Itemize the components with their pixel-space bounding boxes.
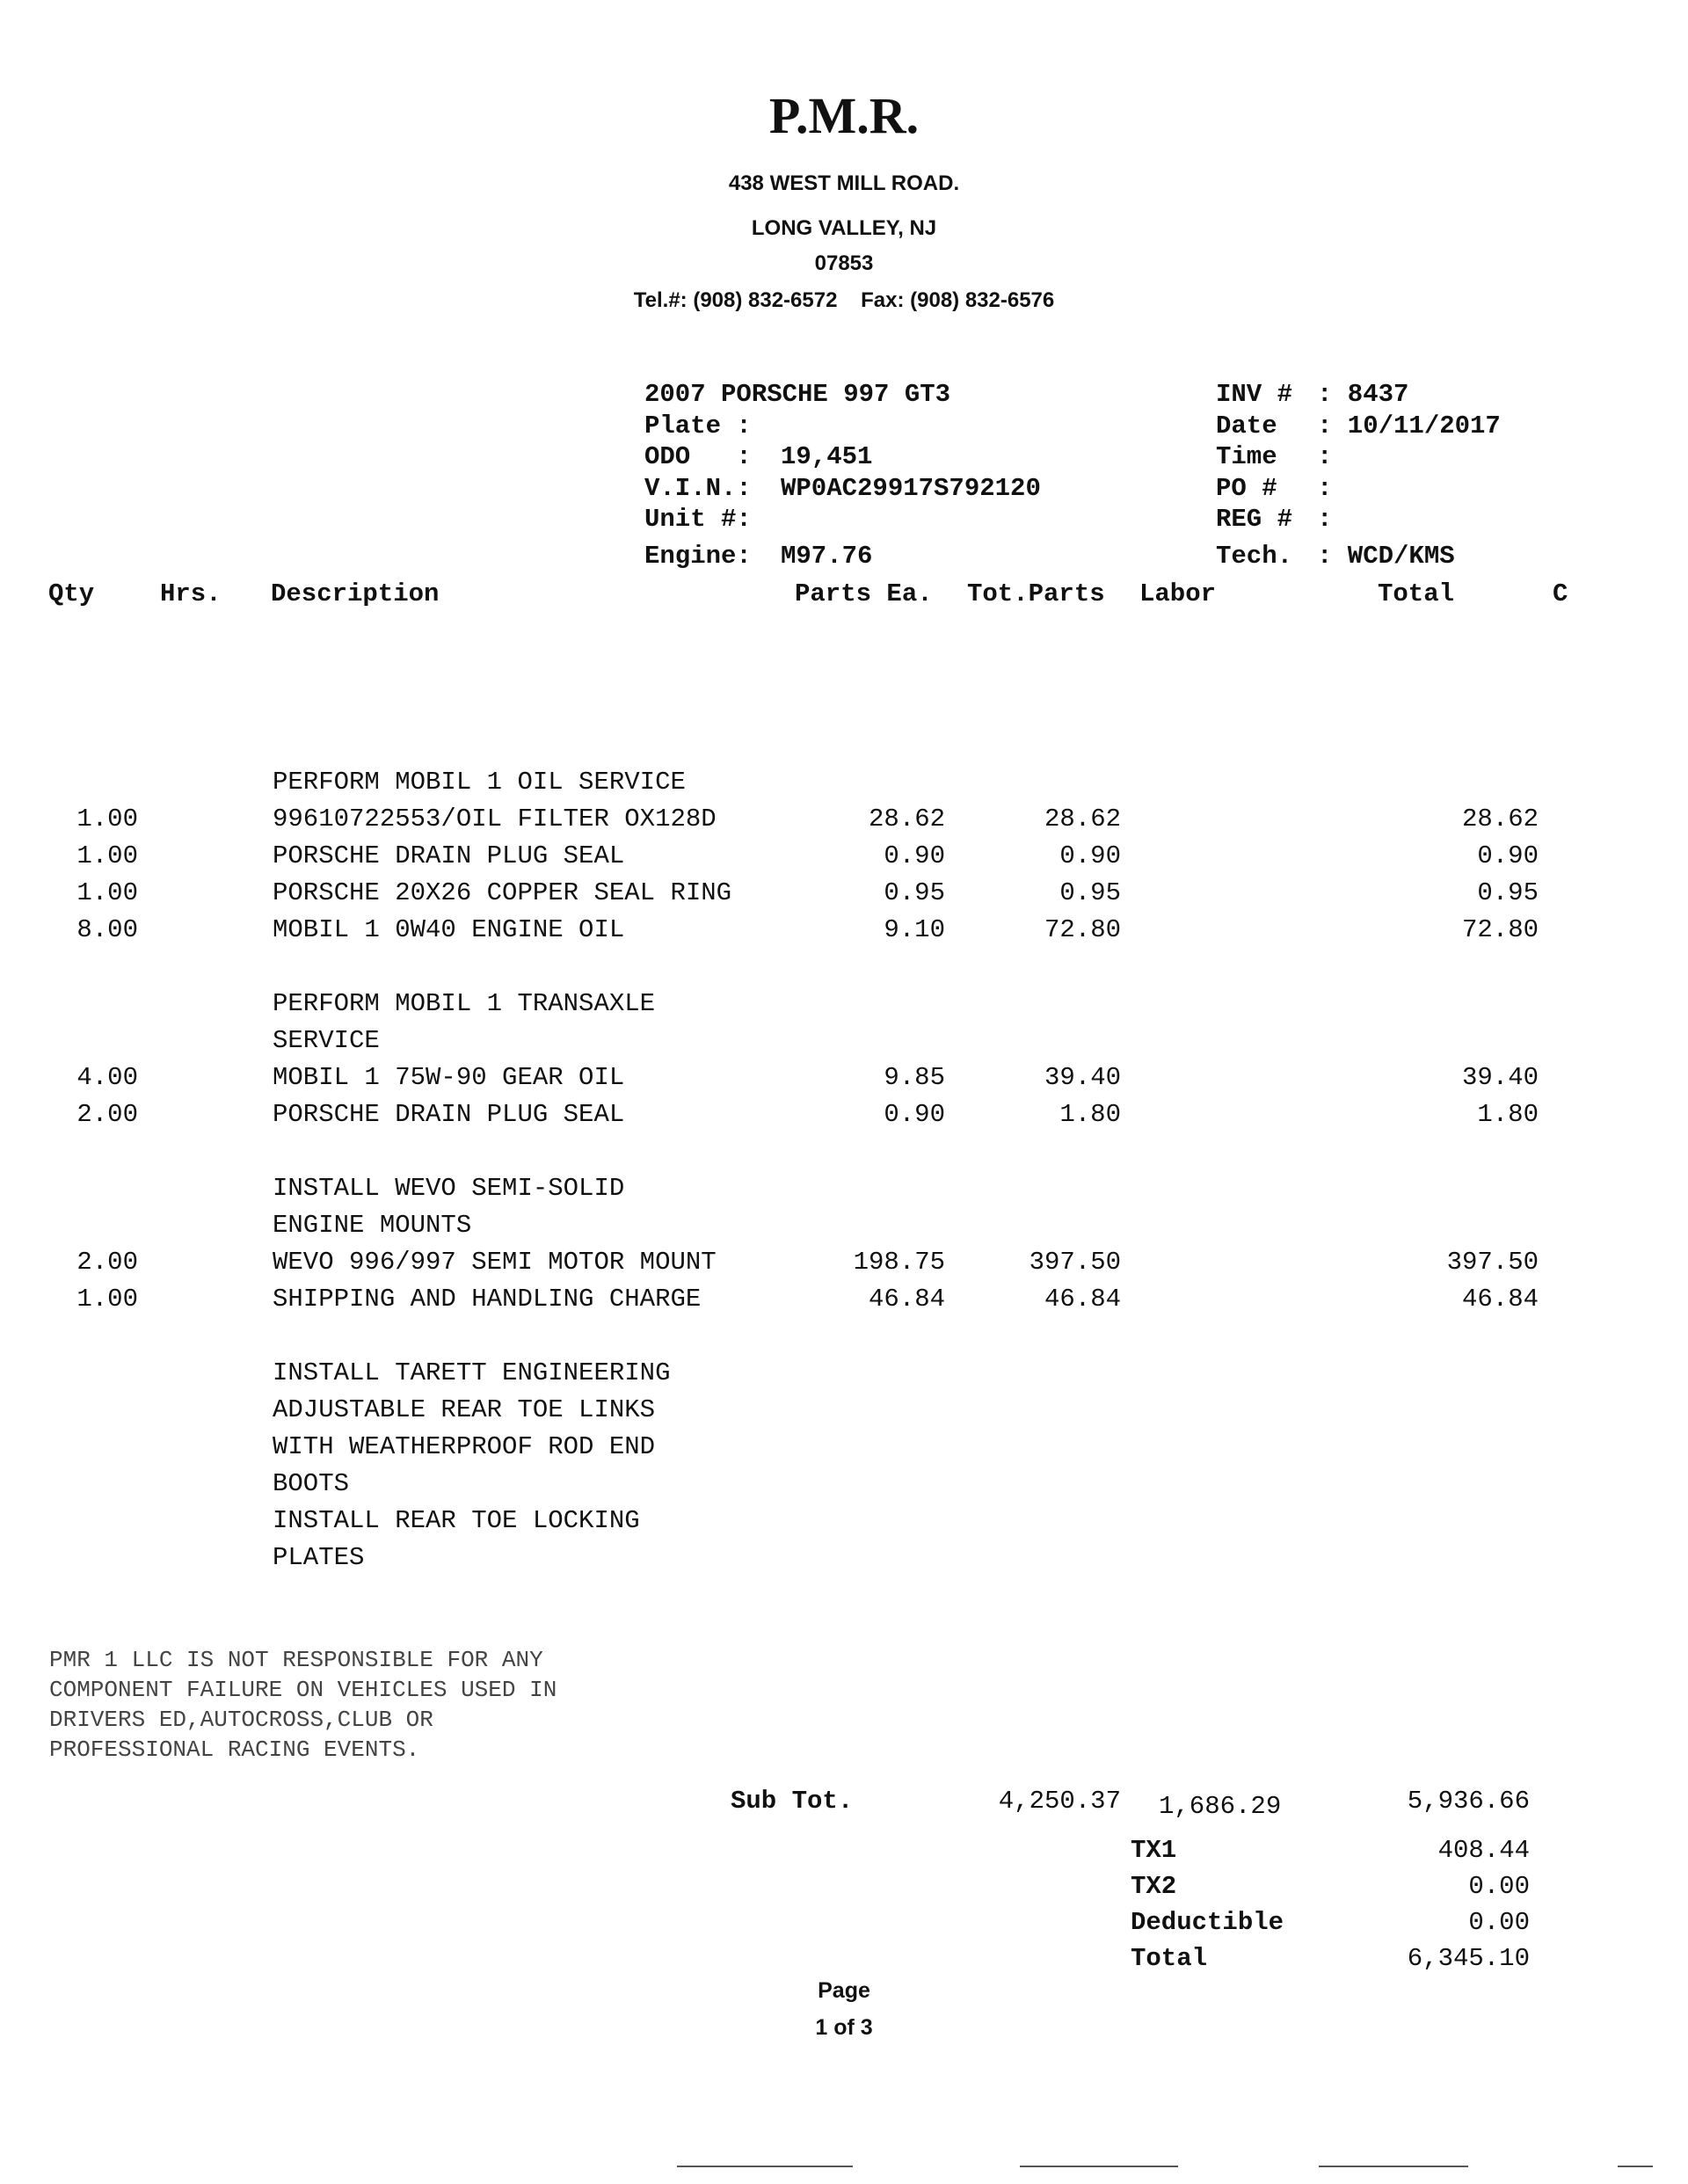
line-qty: 1.00 bbox=[76, 1285, 138, 1314]
line-parts-ea: 0.90 bbox=[884, 841, 945, 870]
subtotal-label: Sub Tot. bbox=[731, 1787, 854, 1816]
company-address-line1: 438 WEST MILL ROAD. bbox=[728, 171, 960, 195]
line-description: SHIPPING AND HANDLING CHARGE bbox=[273, 1285, 702, 1314]
deductible-amount: 0.00 bbox=[1468, 1908, 1530, 1937]
line-parts-ea: 28.62 bbox=[868, 804, 945, 834]
reg-label: REG # bbox=[1216, 505, 1293, 534]
line-total: 397.50 bbox=[1446, 1248, 1539, 1277]
line-parts-ea: 0.95 bbox=[884, 878, 945, 907]
scan-artifact-line bbox=[1319, 2166, 1468, 2167]
line-description: MOBIL 1 75W-90 GEAR OIL bbox=[273, 1063, 625, 1092]
inv-label: INV # bbox=[1216, 380, 1293, 409]
line-total: 46.84 bbox=[1461, 1285, 1539, 1314]
subtotal-parts: 4,250.37 bbox=[998, 1787, 1121, 1816]
line-description: PORSCHE DRAIN PLUG SEAL bbox=[273, 841, 625, 870]
line-description: INSTALL REAR TOE LOCKING bbox=[273, 1506, 640, 1535]
page-number: 1 of 3 bbox=[815, 2015, 873, 2040]
odo-value: 19,451 bbox=[781, 442, 873, 471]
line-total: 39.40 bbox=[1461, 1063, 1539, 1092]
col-description-header: Description bbox=[271, 579, 440, 608]
line-parts-ea: 9.85 bbox=[884, 1063, 945, 1092]
company-phone-fax: Tel.#: (908) 832-6572 Fax: (908) 832-6576 bbox=[633, 288, 1055, 312]
company-address-line2: LONG VALLEY, NJ bbox=[751, 216, 937, 240]
tech-label: Tech. bbox=[1216, 542, 1293, 571]
company-zip: 07853 bbox=[814, 251, 874, 275]
line-description: PLATES bbox=[273, 1543, 365, 1572]
line-description: PERFORM MOBIL 1 TRANSAXLE bbox=[273, 989, 656, 1018]
line-total: 0.95 bbox=[1477, 878, 1539, 907]
col-c-header: C bbox=[1553, 579, 1568, 608]
reg-value: : bbox=[1317, 505, 1333, 534]
line-description: WITH WEATHERPROOF ROD END bbox=[273, 1432, 656, 1461]
vin-label: V.I.N.: bbox=[644, 474, 752, 503]
line-description: BOOTS bbox=[273, 1469, 350, 1498]
line-tot-parts: 0.90 bbox=[1059, 841, 1121, 870]
grand-total-amount: 6,345.10 bbox=[1407, 1944, 1530, 1973]
line-description: 99610722553/OIL FILTER OX128D bbox=[273, 804, 717, 834]
engine-label: Engine: bbox=[644, 542, 752, 571]
line-description: PERFORM MOBIL 1 OIL SERVICE bbox=[273, 768, 686, 797]
line-tot-parts: 1.80 bbox=[1059, 1100, 1121, 1129]
line-description: PORSCHE 20X26 COPPER SEAL RING bbox=[273, 878, 732, 907]
line-total: 1.80 bbox=[1477, 1100, 1539, 1129]
col-qty-header: Qty bbox=[48, 579, 95, 608]
line-description: ADJUSTABLE REAR TOE LINKS bbox=[273, 1395, 656, 1424]
disclaimer-line: PROFESSIONAL RACING EVENTS. bbox=[49, 1736, 420, 1763]
disclaimer-line: PMR 1 LLC IS NOT RESPONSIBLE FOR ANY bbox=[49, 1647, 543, 1673]
line-tot-parts: 0.95 bbox=[1059, 878, 1121, 907]
line-total: 28.62 bbox=[1461, 804, 1539, 834]
col-labor-header: Labor bbox=[1139, 579, 1217, 608]
vin-value: WP0AC29917S792120 bbox=[781, 474, 1041, 503]
odo-label: ODO : bbox=[644, 442, 752, 471]
line-qty: 1.00 bbox=[76, 841, 138, 870]
disclaimer-line: COMPONENT FAILURE ON VEHICLES USED IN bbox=[49, 1677, 557, 1703]
line-tot-parts: 72.80 bbox=[1044, 915, 1121, 944]
tech-value: : WCD/KMS bbox=[1317, 542, 1455, 571]
unit-label: Unit #: bbox=[644, 505, 752, 534]
tx2-label: TX2 bbox=[1131, 1872, 1177, 1901]
tx1-amount: 408.44 bbox=[1437, 1836, 1530, 1865]
po-label: PO # bbox=[1216, 474, 1277, 503]
col-total-header: Total bbox=[1378, 579, 1455, 608]
line-qty: 1.00 bbox=[76, 804, 138, 834]
line-total: 72.80 bbox=[1461, 915, 1539, 944]
vehicle-title: 2007 PORSCHE 997 GT3 bbox=[644, 380, 951, 409]
po-value: : bbox=[1317, 474, 1333, 503]
col-parts-ea-header: Parts Ea. bbox=[795, 579, 933, 608]
line-qty: 8.00 bbox=[76, 915, 138, 944]
line-description: ENGINE MOUNTS bbox=[273, 1211, 472, 1240]
line-tot-parts: 39.40 bbox=[1044, 1063, 1121, 1092]
col-hrs-header: Hrs. bbox=[160, 579, 222, 608]
line-parts-ea: 0.90 bbox=[884, 1100, 945, 1129]
col-tot-parts-header: Tot.Parts bbox=[967, 579, 1105, 608]
inv-value: : 8437 bbox=[1317, 380, 1409, 409]
line-description: MOBIL 1 0W40 ENGINE OIL bbox=[273, 915, 625, 944]
line-total: 0.90 bbox=[1477, 841, 1539, 870]
plate-label: Plate : bbox=[644, 411, 752, 440]
line-qty: 1.00 bbox=[76, 878, 138, 907]
line-tot-parts: 397.50 bbox=[1029, 1248, 1121, 1277]
line-description: INSTALL TARETT ENGINEERING bbox=[273, 1358, 671, 1387]
line-qty: 2.00 bbox=[76, 1248, 138, 1277]
line-tot-parts: 28.62 bbox=[1044, 804, 1121, 834]
line-qty: 2.00 bbox=[76, 1100, 138, 1129]
line-tot-parts: 46.84 bbox=[1044, 1285, 1121, 1314]
date-value: : 10/11/2017 bbox=[1317, 411, 1501, 440]
grand-total-label: Total bbox=[1131, 1944, 1208, 1973]
line-description: INSTALL WEVO SEMI-SOLID bbox=[273, 1174, 625, 1203]
date-label: Date bbox=[1216, 411, 1277, 440]
disclaimer bbox=[49, 1645, 557, 1765]
line-description: WEVO 996/997 SEMI MOTOR MOUNT bbox=[273, 1248, 717, 1277]
line-description: PORSCHE DRAIN PLUG SEAL bbox=[273, 1100, 625, 1129]
line-qty: 4.00 bbox=[76, 1063, 138, 1092]
subtotal-labor: 1,686.29 bbox=[1159, 1792, 1282, 1821]
scan-artifact-line bbox=[1020, 2166, 1178, 2167]
line-parts-ea: 198.75 bbox=[853, 1248, 945, 1277]
tx2-amount: 0.00 bbox=[1468, 1872, 1530, 1901]
line-parts-ea: 46.84 bbox=[868, 1285, 945, 1314]
company-name: P.M.R. bbox=[768, 87, 920, 144]
line-parts-ea: 9.10 bbox=[884, 915, 945, 944]
deductible-label: Deductible bbox=[1131, 1908, 1284, 1937]
subtotal-amount: 5,936.66 bbox=[1407, 1787, 1530, 1816]
time-value: : bbox=[1317, 442, 1333, 471]
engine-value: M97.76 bbox=[781, 542, 873, 571]
line-description: SERVICE bbox=[273, 1026, 380, 1055]
disclaimer-line: DRIVERS ED,AUTOCROSS,CLUB OR bbox=[49, 1707, 433, 1733]
scan-artifact-line bbox=[677, 2166, 853, 2167]
tx1-label: TX1 bbox=[1131, 1836, 1177, 1865]
scan-artifact-line bbox=[1618, 2166, 1653, 2167]
page-label: Page bbox=[818, 1978, 870, 2003]
time-label: Time bbox=[1216, 442, 1277, 471]
